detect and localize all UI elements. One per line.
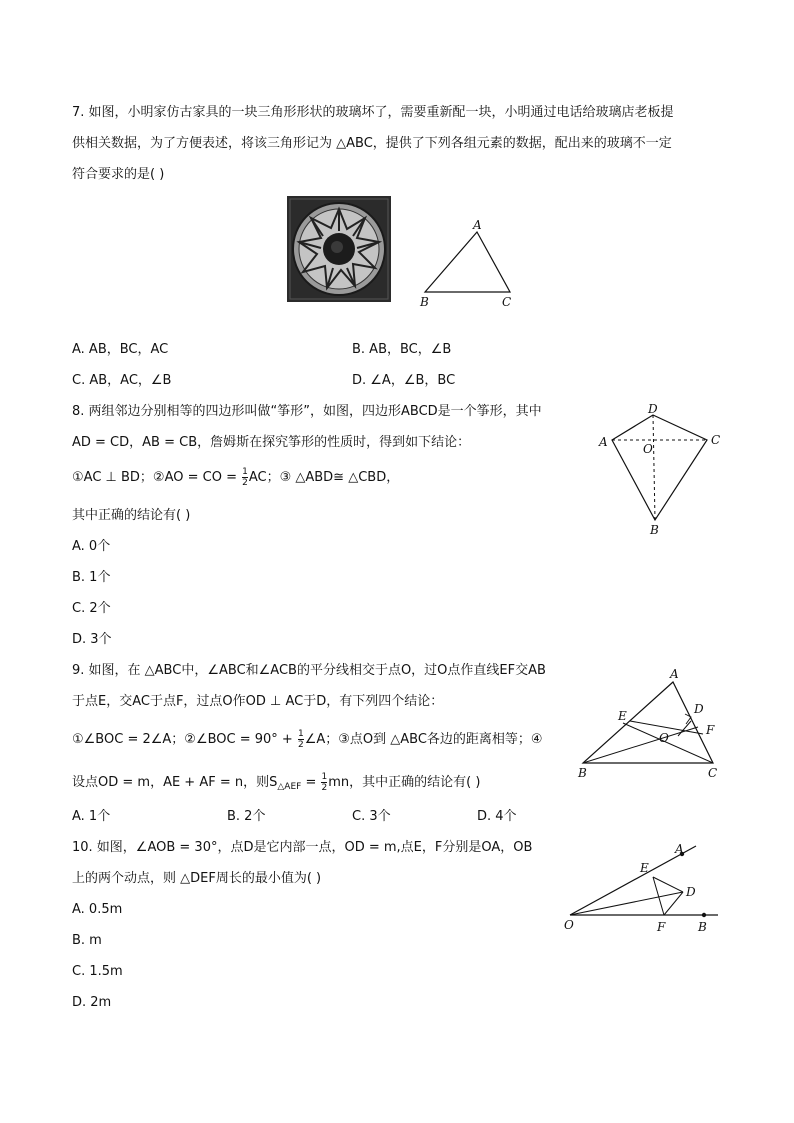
q8-kite-figure	[595, 400, 725, 540]
q7-glass-image	[287, 196, 391, 302]
q10-label-b: B	[698, 920, 707, 934]
q9-label-b: B	[578, 766, 587, 780]
q9-line4-part3: mn，其中正确的结论有( )	[328, 775, 481, 790]
q9-label-c: C	[708, 766, 718, 780]
q8-fraction-half: $\frac{1}{2}$	[242, 467, 248, 488]
q10-segment-ed	[653, 877, 683, 892]
q7-label-a: A	[473, 218, 482, 232]
q9-option-c[interactable]: C. 3个	[352, 809, 391, 824]
q9-fraction-half-2: $\frac{1}{2}$	[321, 772, 328, 793]
q7-option-b[interactable]: B. AB，BC，∠B	[352, 342, 452, 357]
q10-option-b[interactable]: B. m	[72, 933, 102, 948]
q9-perpendicular-od	[678, 721, 691, 736]
q9-label-a: A	[670, 667, 679, 681]
q9-stem-line3	[72, 729, 543, 750]
q9-stem-line1: 9. 如图，在 △ABC中，∠ABC和∠ACB的平分线相交于点O，过O点作直线EF交AB	[72, 663, 546, 678]
q8-kite	[612, 415, 707, 520]
q10-label-a: A	[675, 842, 684, 856]
q9-fraction-half: $\frac{1}{2}$	[297, 729, 304, 750]
q8-label-c: C	[711, 433, 721, 447]
q9-option-b[interactable]: B. 2个	[227, 809, 266, 824]
q8-stem-line2: AD = CD，AB = CB，詹姆斯在探究筝形的性质时，得到如下结论：	[72, 435, 471, 450]
q10-stem-line2: 上的两个动点，则 △DEF周长的最小值为( )	[72, 871, 322, 886]
q9-option-a[interactable]: A. 1个	[72, 809, 111, 824]
q9-label-d: D	[694, 702, 704, 716]
q8-diagonal-bd	[653, 415, 655, 520]
q9-triangle-abc	[583, 682, 713, 763]
q10-label-f: F	[657, 920, 666, 934]
q8-stem-line3	[72, 467, 399, 488]
q10-point-b	[702, 913, 706, 917]
q10-option-d[interactable]: D. 2m	[72, 995, 112, 1010]
q7-option-a[interactable]: A. AB，BC，AC	[72, 342, 169, 357]
q10-label-e: E	[640, 861, 649, 875]
q9-label-f: F	[706, 723, 715, 737]
q9-label-o: O	[659, 731, 669, 745]
q9-area-subscript: △AEF	[277, 782, 302, 792]
q8-label-o: O	[643, 442, 653, 456]
q7-label-b: B	[420, 295, 429, 309]
q8-option-a[interactable]: A. 0个	[72, 539, 111, 554]
q10-label-o: O	[564, 918, 574, 932]
q9-conclusions-part2: ∠A；③点O到 △ABC各边的距离相等；④	[304, 732, 543, 747]
q10-label-d: D	[686, 885, 696, 899]
q8-label-a: A	[599, 435, 608, 449]
q8-stem-line4: 其中正确的结论有( )	[72, 508, 191, 523]
q10-ray-oa	[570, 846, 696, 915]
q10-angle-figure	[558, 840, 728, 940]
q8-conclusions-part1: ①AC ⊥ BD；②AO = CO =	[72, 470, 242, 485]
q10-segment-od	[570, 892, 683, 915]
q9-label-e: E	[618, 709, 627, 723]
q8-stem-line1: 8. 两组邻边分别相等的四边形叫做“筝形”，如图，四边形ABCD是一个筝形，其中	[72, 404, 542, 419]
q8-conclusions-part2: AC；③ △ABD≅ △CBD，	[248, 470, 400, 485]
q7-stem-line2: 供相关数据，为了方便表述，将该三角形记为 △ABC，提供了下列各组元素的数据，配出来的玻璃不一定	[72, 136, 672, 151]
q8-label-b: B	[650, 523, 659, 537]
q8-label-d: D	[648, 402, 658, 416]
q9-line4-part1: 设点OD = m，AE + AF = n，则S	[72, 775, 278, 790]
q9-triangle-figure	[570, 660, 730, 785]
q9-stem-line4	[72, 772, 480, 797]
q9-option-d[interactable]: D. 4个	[477, 809, 517, 824]
q7-triangle-figure	[410, 215, 530, 310]
q8-option-c[interactable]: C. 2个	[72, 601, 111, 616]
q10-option-c[interactable]: C. 1.5m	[72, 964, 123, 979]
q8-option-b[interactable]: B. 1个	[72, 570, 111, 585]
q10-stem-line1: 10. 如图，∠AOB = 30°，点D是它内部一点，OD = m,点E，F分别是OA，OB	[72, 840, 533, 855]
q7-option-d[interactable]: D. ∠A，∠B，BC	[352, 373, 456, 388]
q9-conclusions-part1: ①∠BOC = 2∠A；②∠BOC = 90° +	[72, 732, 297, 747]
q7-stem-line1: 7. 如图，小明家仿古家具的一块三角形形状的玻璃坏了，需要重新配一块，小明通过电话给玻璃店老板提	[72, 105, 674, 120]
q7-stem-line3: 符合要求的是( )	[72, 167, 165, 182]
q9-line4-part2: =	[301, 775, 321, 790]
q7-triangle	[425, 232, 510, 292]
q10-option-a[interactable]: A. 0.5m	[72, 902, 123, 917]
q7-label-c: C	[502, 295, 512, 309]
q8-option-d[interactable]: D. 3个	[72, 632, 112, 647]
q9-stem-line2: 于点E，交AC于点F，过点O作OD ⊥ AC于D，有下列四个结论：	[72, 694, 444, 709]
q7-option-c[interactable]: C. AB，AC，∠B	[72, 373, 172, 388]
